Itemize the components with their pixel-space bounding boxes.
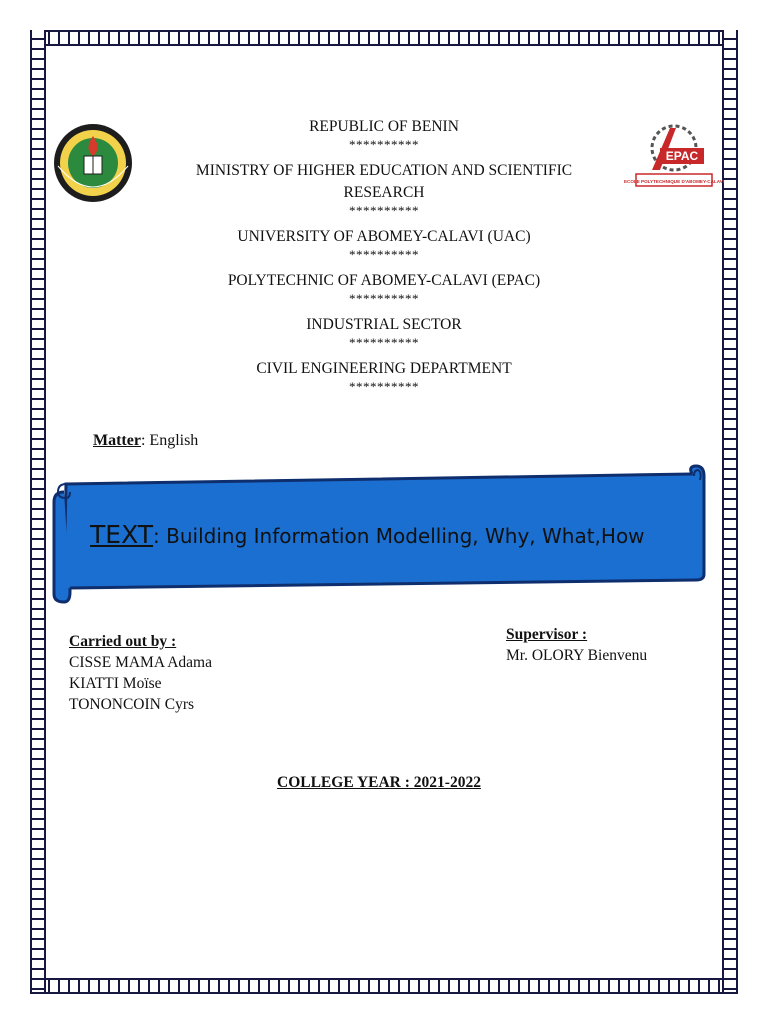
department-name: CIVIL ENGINEERING DEPARTMENT (256, 360, 512, 377)
sector-name: INDUSTRIAL SECTOR (306, 316, 462, 333)
institution-header (150, 116, 618, 402)
college-year: COLLEGE YEAR : 2021-2022 (277, 774, 481, 791)
separator: ********** (349, 247, 419, 262)
border-left (30, 30, 46, 992)
student-name: KIATTI Moïse (69, 675, 162, 692)
supervisor-name: Mr. OLORY Bienvenu (506, 647, 648, 664)
supervisor-label: Supervisor : (506, 626, 588, 643)
ministry-line-1: MINISTRY OF HIGHER EDUCATION AND SCIENTIFIC (195, 162, 573, 179)
school-name: POLYTECHNIC OF ABOMEY-CALAVI (EPAC) (227, 272, 541, 289)
ministry-line-2: RESEARCH (343, 184, 425, 201)
epac-logo-text: EPAC (665, 149, 699, 163)
matter-line (93, 432, 198, 450)
epac-logo-subtitle: ECOLE POLYTECHNIQUE D'ABOMEY-CALAVI (623, 179, 725, 184)
separator: ********** (349, 291, 419, 306)
border-top (30, 30, 738, 46)
banner-title (90, 520, 645, 549)
student-name: TONONCOIN Cyrs (69, 696, 195, 713)
students-label: Carried out by : (69, 633, 177, 650)
university-name: UNIVERSITY OF ABOMEY-CALAVI (UAC) (237, 228, 531, 245)
supervisor-block (506, 624, 647, 666)
banner-label: TEXT (90, 520, 154, 549)
separator: ********** (349, 203, 419, 218)
matter-value: : English (140, 432, 199, 449)
border-right (722, 30, 738, 992)
separator: ********** (349, 335, 419, 350)
separator: ********** (349, 379, 419, 394)
banner-text: : Building Information Modelling, Why, What,How (153, 524, 645, 548)
country-name: REPUBLIC OF BENIN (309, 118, 459, 135)
epac-logo-icon (623, 118, 725, 192)
matter-label: Matter (93, 432, 141, 449)
uac-logo-icon (52, 122, 134, 204)
border-bottom (30, 978, 738, 994)
separator: ********** (349, 137, 419, 152)
students-block (69, 631, 212, 715)
student-name: CISSE MAMA Adama (69, 654, 212, 671)
